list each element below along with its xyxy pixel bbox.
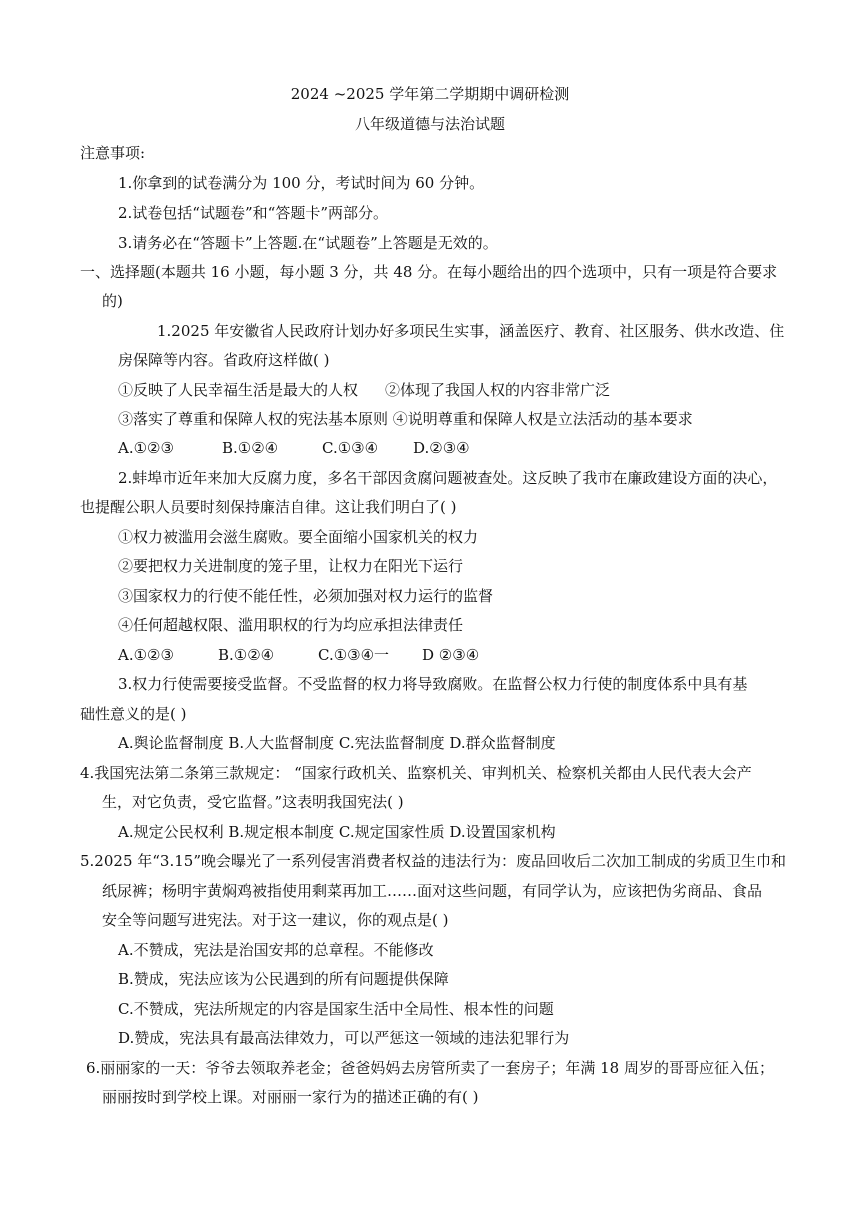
q2-statement: ④任何超越权限、滥用职权的行为均应承担法律责任	[118, 616, 464, 634]
notice-label: 注意事项:	[80, 144, 146, 162]
q1-choice-d: D.②③④	[413, 439, 470, 457]
q1-statement: ③落实了尊重和保障人权的宪法基本原则 ④说明尊重和保障人权是立法活动的基本要求	[118, 410, 693, 428]
q4-choices: A.规定公民权利 B.规定根本制度 C.规定国家性质 D.设置国家机构	[118, 823, 556, 841]
q5-stem: 5.2025 年“3.15”晚会曝光了一系列侵害消费者权益的违法行为：废品回收后二次加工制成的劣质卫生巾和	[80, 852, 786, 870]
q1-statement: ②体现了我国人权的内容非常广泛	[385, 381, 611, 399]
q5-stem-cont: 安全等问题写进宪法。对于这一建议，你的观点是( )	[102, 911, 449, 929]
q5-option-d: D.赞成，宪法具有最高法律效力，可以严惩这一领域的违法犯罪行为	[118, 1029, 570, 1047]
q2-statement: ③国家权力的行使不能任性，必须加强对权力运行的监督	[118, 587, 494, 605]
notice-item: 3.请务必在“答题卡”上答题.在“试题卷”上答题是无效的。	[118, 234, 498, 252]
q3-stem-cont: 础性意义的是( )	[80, 705, 187, 723]
exam-subtitle: 八年级道德与法治试题	[354, 115, 505, 133]
q1-statement: ①反映了人民幸福生活是最大的人权	[118, 381, 359, 399]
section-heading: 一、选择题(本题共 16 小题，每小题 3 分，共 48 分。在每小题给出的四个选项中，只有一项是符合要求	[80, 263, 778, 281]
q2-statement: ②要把权力关进制度的笼子里，让权力在阳光下运行	[118, 557, 464, 575]
q2-statement: ①权力被滥用会滋生腐败。要全面缩小国家机关的权力	[118, 528, 479, 546]
notice-item: 1.你拿到的试卷满分为 100 分，考试时间为 60 分钟。	[118, 174, 485, 192]
q2-choice-d: D ②③④	[422, 646, 480, 664]
q1-choice-b: B.①②④	[222, 439, 279, 457]
notice-item: 2.试卷包括“试题卷”和“答题卡”两部分。	[118, 204, 388, 222]
q5-stem-cont: 纸尿裤；杨明宇黄焖鸡被指使用剩菜再加工……面对这些问题，有同学认为，应该把伪劣商品、食品	[102, 882, 763, 900]
q5-option-a: A.不赞成，宪法是治国安邦的总章程。不能修改	[118, 941, 434, 959]
q3-choices: A.舆论监督制度 B.人大监督制度 C.宪法监督制度 D.群众监督制度	[118, 734, 556, 752]
q5-option-b: B.赞成，宪法应该为公民遇到的所有问题提供保障	[118, 970, 449, 988]
q2-choice-a: A.①②③	[118, 646, 174, 664]
q5-option-c: C.不赞成，宪法所规定的内容是国家生活中全局性、根本性的问题	[118, 1000, 554, 1018]
q2-stem-cont: 也提醒公职人员要时刻保持廉洁自律。这让我们明白了( )	[80, 498, 457, 516]
q2-choice-c: C.①③④一	[318, 646, 390, 664]
q1-choice-a: A.①②③	[118, 439, 174, 457]
q3-stem: 3.权力行使需要接受监督。不受监督的权力将导致腐败。在监督公权力行使的制度体系中具有基	[118, 675, 748, 693]
q6-stem-cont: 丽丽按时到学校上课。对丽丽一家行为的描述正确的有( )	[102, 1088, 479, 1106]
q4-stem: 4.我国宪法第二条第三款规定： “国家行政机关、监察机关、审判机关、检察机关都由人民代表大会产	[80, 764, 752, 782]
q2-stem: 2.蚌埠市近年来加大反腐力度，多名干部因贪腐问题被查处。这反映了我市在廉政建设方面的决心，	[118, 469, 778, 487]
q1-choice-c: C.①③④	[322, 439, 379, 457]
q1-stem-cont: 房保障等内容。省政府这样做( )	[118, 351, 330, 369]
q6-stem: 6.丽丽家的一天：爷爷去领取养老金；爸爸妈妈去房管所卖了一套房子；年满 18 周岁的哥哥应征入伍；	[86, 1059, 774, 1077]
q1-stem: 1.2025 年安徽省人民政府计划办好多项民生实事，涵盖医疗、教育、社区服务、供水改造、住	[157, 322, 785, 340]
exam-title: 2024 ~2025 学年第二学期期中调研检测	[290, 85, 570, 103]
q4-stem-cont: 生，对它负责，受它监督。”这表明我国宪法( )	[102, 793, 404, 811]
q2-choice-b: B.①②④	[218, 646, 275, 664]
section-heading-cont: 的)	[102, 292, 123, 310]
